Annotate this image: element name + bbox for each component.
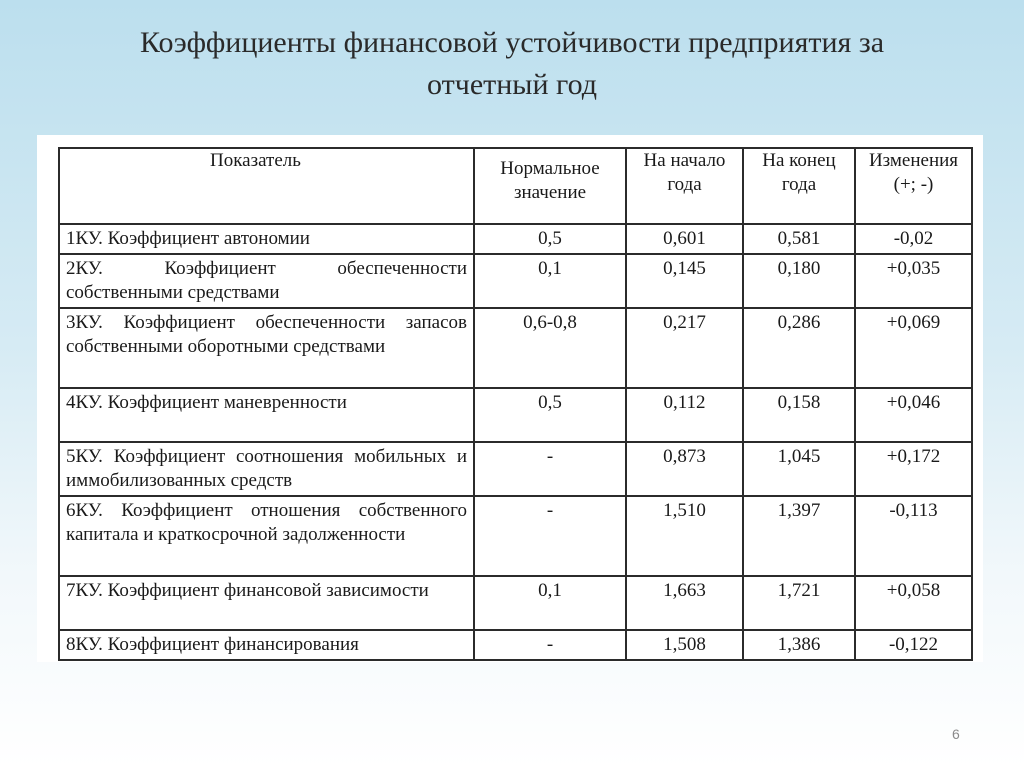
table-header-row — [59, 148, 972, 224]
row-end-value: 0,180 — [743, 254, 855, 308]
row-indicator: 1КУ. Коэффициент автономии — [59, 224, 474, 254]
row-end-value: 0,286 — [743, 308, 855, 388]
row-end-value: 1,386 — [743, 630, 855, 660]
header-indicator: Показатель — [59, 148, 474, 224]
row-end-value: 0,158 — [743, 388, 855, 442]
row-change-value: -0,122 — [855, 630, 972, 660]
slide-title-line-2: отчетный год — [427, 68, 597, 101]
row-indicator: 8КУ. Коэффициент финансирования — [59, 630, 474, 660]
row-normal-value: - — [474, 630, 626, 660]
table-row — [59, 576, 972, 630]
table-row — [59, 496, 972, 576]
ratios-table — [58, 147, 973, 661]
header-change: Изменения (+; -) — [855, 148, 972, 224]
row-change-value: -0,113 — [855, 496, 972, 576]
row-normal-value: 0,5 — [474, 224, 626, 254]
header-start-of-year: На начало года — [626, 148, 743, 224]
row-start-value: 1,508 — [626, 630, 743, 660]
row-indicator: 4КУ. Коэффициент маневренности — [59, 388, 474, 442]
row-start-value: 0,145 — [626, 254, 743, 308]
table-row — [59, 388, 972, 442]
row-indicator: 7КУ. Коэффициент финансовой зависимости — [59, 576, 474, 630]
row-start-value: 0,217 — [626, 308, 743, 388]
row-indicator: 2КУ. Коэффициент обеспеченности собственными средствами — [59, 254, 474, 308]
row-change-value: +0,058 — [855, 576, 972, 630]
row-change-value: +0,046 — [855, 388, 972, 442]
table-row — [59, 254, 972, 308]
table-row — [59, 224, 972, 254]
row-end-value: 0,581 — [743, 224, 855, 254]
row-start-value: 1,663 — [626, 576, 743, 630]
row-start-value: 0,112 — [626, 388, 743, 442]
row-normal-value: 0,1 — [474, 576, 626, 630]
page-number: 6 — [952, 726, 960, 742]
row-normal-value: - — [474, 442, 626, 496]
row-start-value: 1,510 — [626, 496, 743, 576]
row-normal-value: 0,1 — [474, 254, 626, 308]
row-indicator: 5КУ. Коэффициент соотношения мобильных и иммобилизованных средств — [59, 442, 474, 496]
row-change-value: +0,172 — [855, 442, 972, 496]
slide-title-line-1: Коэффициенты финансовой устойчивости предприятия за — [139, 26, 885, 59]
row-normal-value: - — [474, 496, 626, 576]
slide-title — [40, 22, 984, 106]
row-indicator: 6КУ. Коэффициент отношения собственного капитала и краткосрочной задолженности — [59, 496, 474, 576]
header-end-of-year: На конец года — [743, 148, 855, 224]
row-normal-value: 0,6-0,8 — [474, 308, 626, 388]
row-end-value: 1,721 — [743, 576, 855, 630]
row-end-value: 1,045 — [743, 442, 855, 496]
row-end-value: 1,397 — [743, 496, 855, 576]
row-start-value: 0,873 — [626, 442, 743, 496]
table-row — [59, 630, 972, 660]
row-change-value: -0,02 — [855, 224, 972, 254]
row-start-value: 0,601 — [626, 224, 743, 254]
table-panel — [37, 135, 983, 662]
row-normal-value: 0,5 — [474, 388, 626, 442]
row-change-value: +0,035 — [855, 254, 972, 308]
row-change-value: +0,069 — [855, 308, 972, 388]
table-row — [59, 308, 972, 388]
table-row — [59, 442, 972, 496]
header-normal-value: Нормальное значение — [474, 148, 626, 224]
row-indicator: 3КУ. Коэффициент обеспеченности запасов собственными оборотными средствами — [59, 308, 474, 388]
